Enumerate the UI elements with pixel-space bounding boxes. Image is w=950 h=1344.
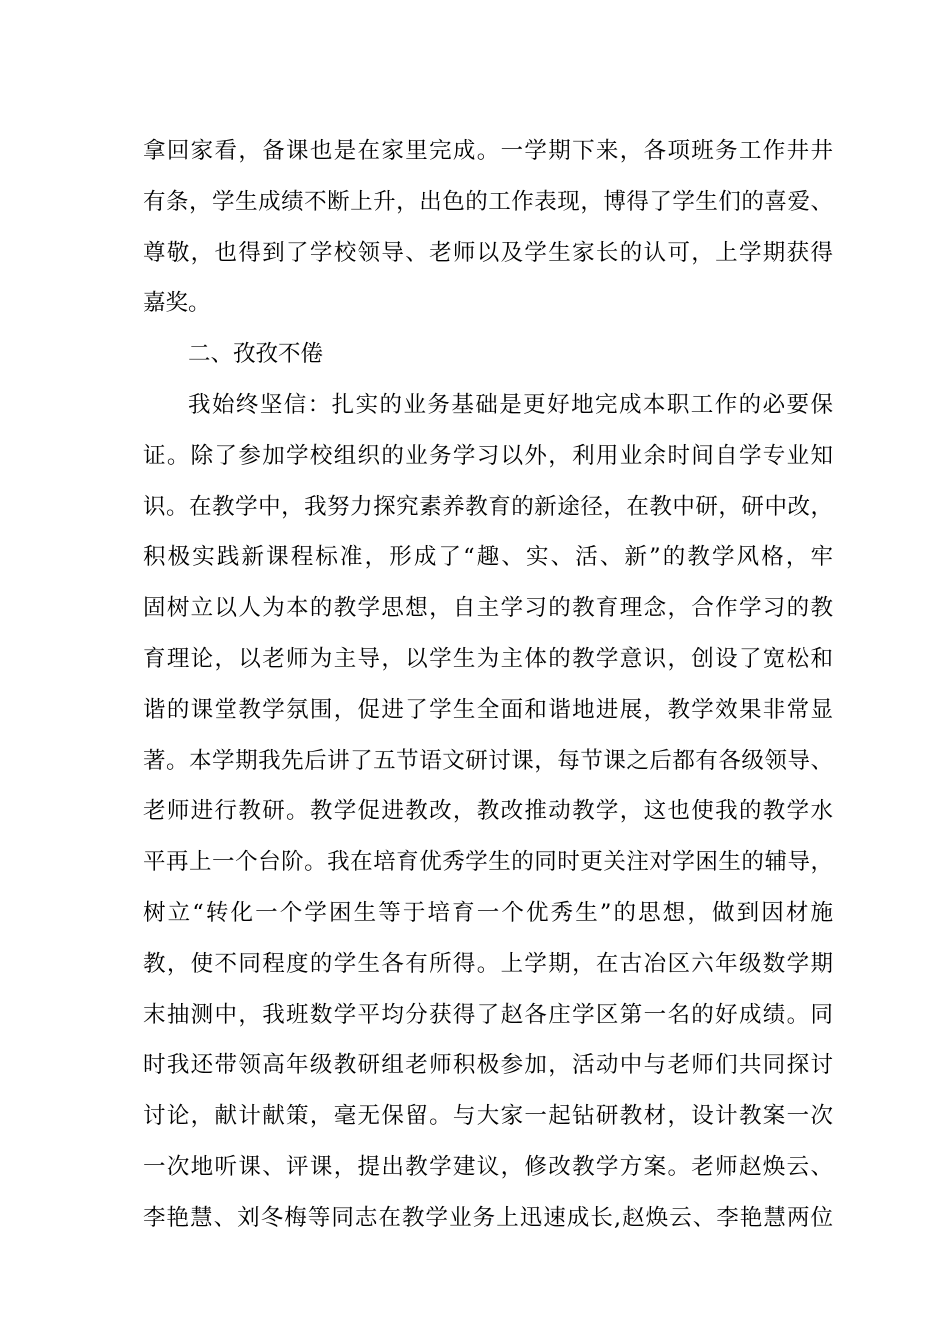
text-line: 嘉奖。 — [143, 290, 211, 317]
text-line: 末抽测中，我班数学平均分获得了赵各庄学区第一名的好成绩。同 — [143, 1001, 833, 1028]
text-line: 一次地听课、评课，提出教学建议，修改教学方案。老师赵焕云、 — [143, 1153, 833, 1180]
text-line: 我始终坚信：扎实的业务基础是更好地完成本职工作的必要保 — [188, 391, 833, 418]
text-line: 树立“转化一个学困生等于培育一个优秀生”的思想，做到因材施 — [143, 899, 833, 926]
text-line: 时我还带领高年级教研组老师积极参加，活动中与老师们共同探讨 — [143, 1052, 833, 1079]
text-line: 教，使不同程度的学生各有所得。上学期，在古冶区六年级数学期 — [143, 950, 833, 977]
section-heading-text: 二、孜孜不倦 — [188, 341, 324, 368]
text-line: 老师进行教研。教学促进教改，教改推动教学，这也使我的教学水 — [143, 798, 833, 825]
text-line: 拿回家看，备课也是在家里完成。一学期下来，各项班务工作井井 — [143, 138, 833, 164]
document-body — [143, 126, 833, 1244]
text-line: 著。本学期我先后讲了五节语文研讨课，每节课之后都有各级领导、 — [143, 747, 833, 774]
paragraph-professional-study — [143, 380, 833, 1244]
text-line: 平再上一个台阶。我在培育优秀学生的同时更关注对学困生的辅导， — [143, 849, 833, 876]
text-line: 积极实践新课程标准，形成了“趣、实、活、新”的教学风格，牢 — [143, 544, 833, 571]
text-line: 讨论，献计献策，毫无保留。与大家一起钻研教材，设计教案一次 — [143, 1103, 833, 1130]
section-heading — [143, 329, 833, 380]
text-line: 有条，学生成绩不断上升，出色的工作表现，博得了学生们的喜爱、 — [143, 188, 833, 215]
text-line: 育理论，以老师为主导，以学生为主体的教学意识，创设了宽松和 — [143, 645, 833, 672]
paragraph-class-management — [143, 126, 833, 329]
text-line: 李艳慧、刘冬梅等同志在教学业务上迅速成长,赵焕云、李艳慧两位 — [143, 1204, 833, 1231]
text-line: 识。在教学中，我努力探究素养教育的新途径，在教中研，研中改， — [143, 493, 833, 520]
text-line: 尊敬，也得到了学校领导、老师以及学生家长的认可，上学期获得 — [143, 239, 833, 266]
text-line: 固树立以人为本的教学思想，自主学习的教育理念，合作学习的教 — [143, 595, 833, 622]
text-line: 谐的课堂教学氛围，促进了学生全面和谐地进展，教学效果非常显 — [143, 696, 833, 723]
text-line: 证。除了参加学校组织的业务学习以外，利用业余时间自学专业知 — [143, 442, 833, 469]
